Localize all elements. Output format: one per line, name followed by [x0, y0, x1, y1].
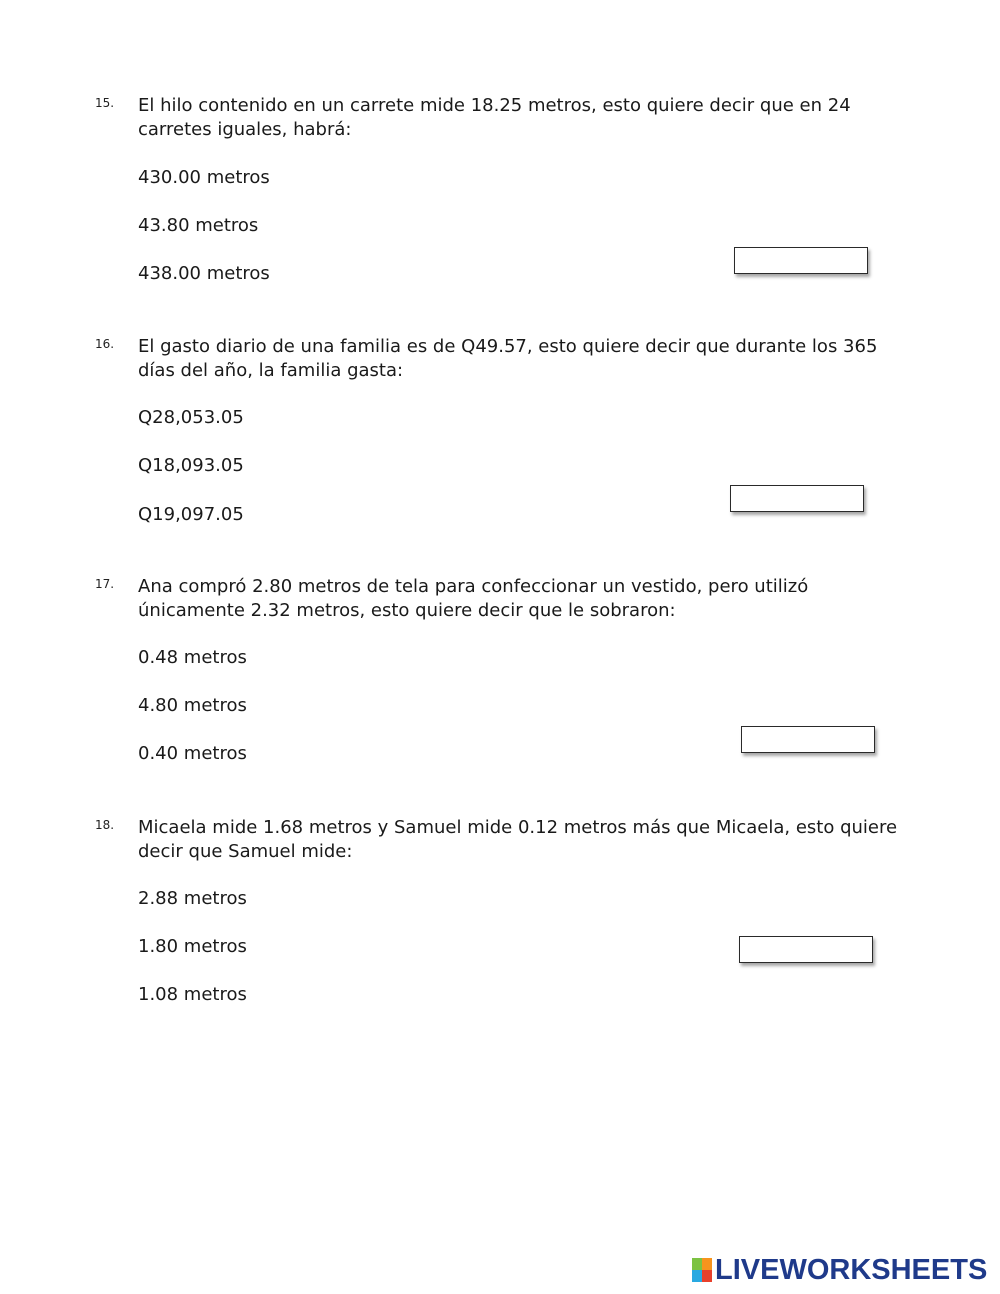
question-number: 15. — [95, 96, 115, 110]
liveworksheets-logo — [692, 1255, 987, 1285]
answer-input-15[interactable] — [734, 247, 868, 274]
option-a: 0.48 metros — [138, 647, 247, 668]
answer-input-17[interactable] — [741, 726, 875, 753]
option-b: 4.80 metros — [138, 695, 247, 716]
logo-square-orange — [702, 1258, 712, 1270]
option-b: Q18,093.05 — [138, 455, 244, 476]
option-a: Q28,053.05 — [138, 407, 244, 428]
option-c: 438.00 metros — [138, 263, 270, 284]
liveworksheets-logo-icon — [692, 1258, 712, 1282]
option-c: 0.40 metros — [138, 743, 247, 764]
question-text: Ana compró 2.80 metros de tela para confeccionar un vestido, pero utilizó únicamente 2.32 metros, esto quiere decir que le sobraron: — [138, 576, 809, 621]
logo-square-green — [692, 1258, 702, 1270]
question-number: 17. — [95, 577, 115, 591]
question-text: El gasto diario de una familia es de Q49.57, esto quiere decir que durante los 365 días del año, la familia gasta: — [138, 336, 878, 381]
option-b: 43.80 metros — [138, 215, 259, 236]
answer-input-16[interactable] — [730, 485, 864, 512]
option-c: Q19,097.05 — [138, 504, 244, 525]
option-a: 2.88 metros — [138, 888, 247, 909]
answer-input-18[interactable] — [739, 936, 873, 963]
question-text: Micaela mide 1.68 metros y Samuel mide 0.12 metros más que Micaela, esto quiere decir que Samuel mide: — [138, 817, 898, 862]
question-number: 16. — [95, 337, 115, 351]
option-c: 1.08 metros — [138, 984, 247, 1005]
question-text: El hilo contenido en un carrete mide 18.25 metros, esto quiere decir que en 24 carretes iguales, habrá: — [138, 95, 851, 140]
option-b: 1.80 metros — [138, 936, 247, 957]
brand-name: LIVEWORKSHEETS — [715, 1253, 988, 1286]
logo-square-blue — [692, 1270, 702, 1282]
question-number: 18. — [95, 818, 115, 832]
logo-square-red — [702, 1270, 712, 1282]
option-a: 430.00 metros — [138, 167, 270, 188]
